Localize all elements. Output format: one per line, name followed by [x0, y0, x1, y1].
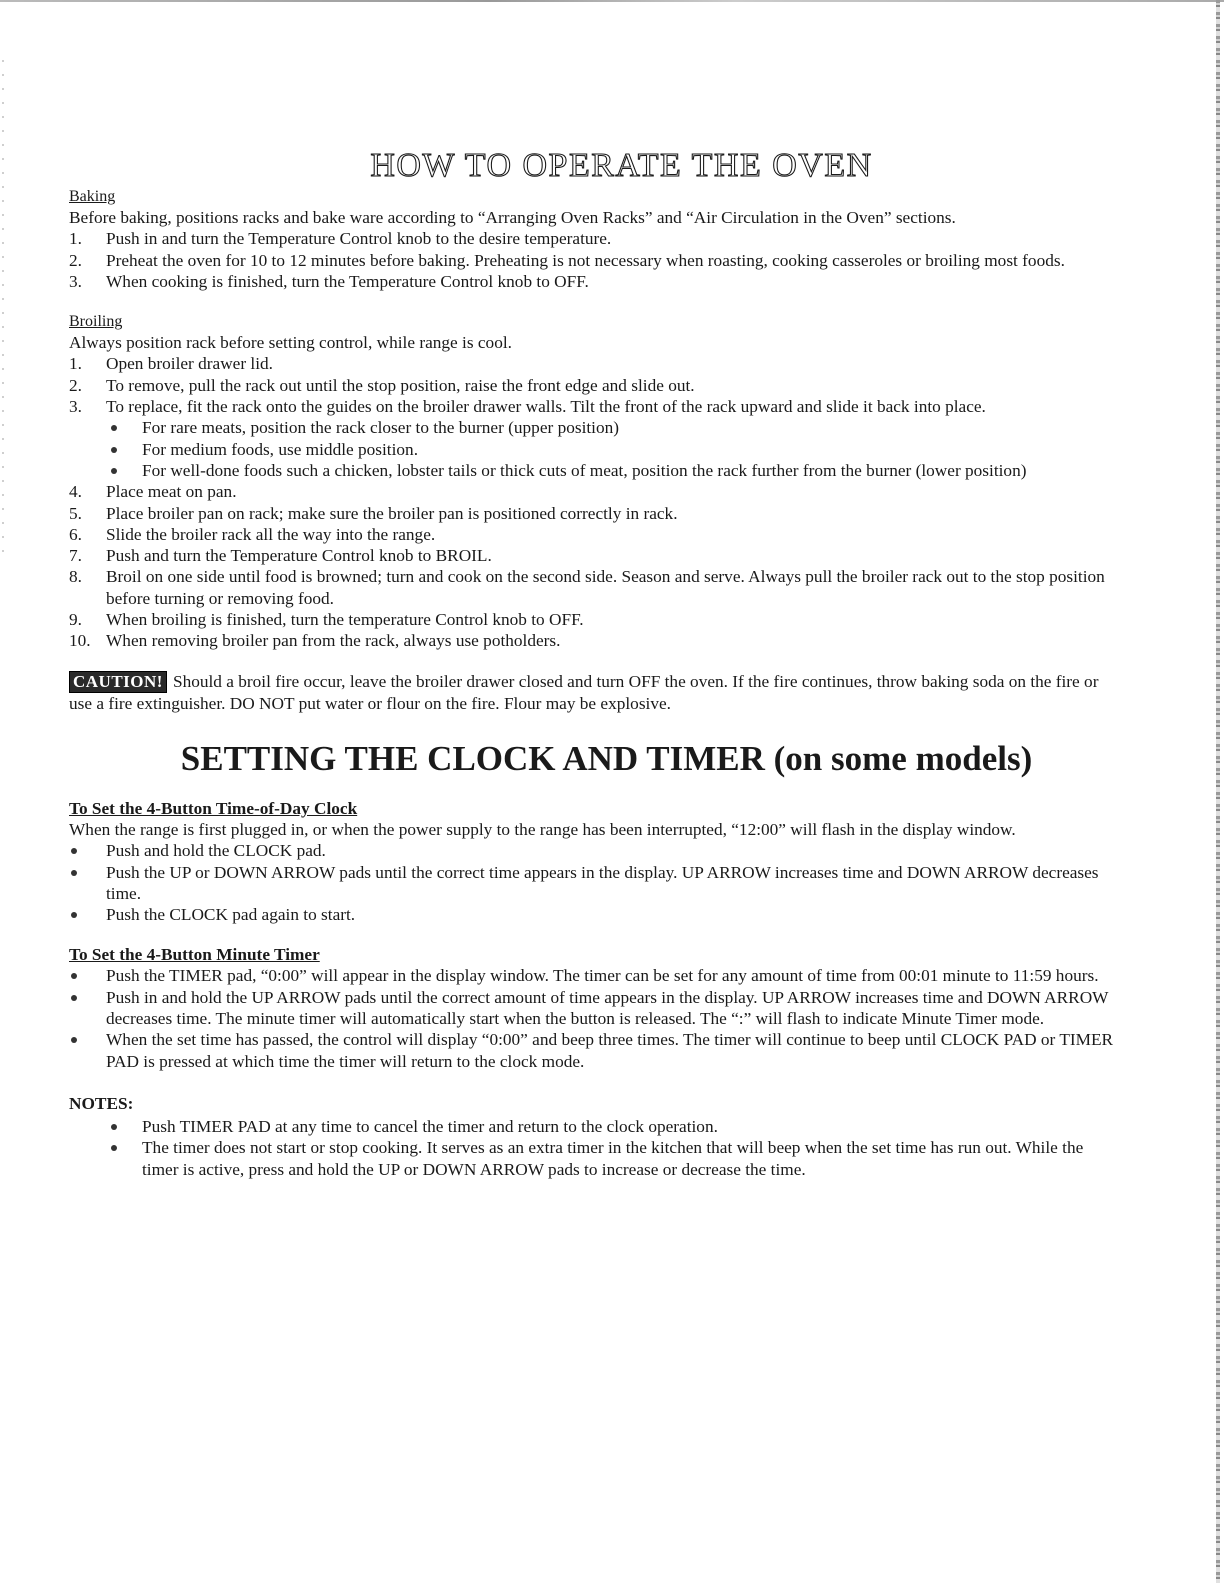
caution-text: Should a broil fire occur, leave the broiler drawer closed and turn OFF the oven. If the fire continues, throw baking soda on the fire or use a fire extinguisher. DO NOT put water or flour on the fire. Flour may be explosive. [69, 671, 1099, 713]
broiling-intro: Always position rack before setting control, while range is cool. [69, 333, 512, 353]
page-title: HOW TO OPERATE THE OVEN [370, 147, 873, 184]
clock-intro: When the range is first plugged in, or when the power supply to the range has been interrupted, “12:00” will flash in the display window. [69, 819, 1016, 839]
list-item: For medium foods, use middle position. [69, 439, 1119, 460]
list-item: When the set time has passed, the control will display “0:00” and beep three times. The timer will continue to beep until CLOCK PAD or TIMER PAD is pressed at which time the timer will return to the clock mode. [69, 1029, 1119, 1072]
step-number: 6. [69, 524, 82, 544]
list-item: Push the TIMER pad, “0:00” will appear in the display window. The timer can be set for any amount of time from 00:01 minute to 11:59 hours. [69, 965, 1119, 986]
baking-steps [69, 228, 1119, 292]
step-text: Broil on one side until food is browned; turn and cook on the second side. Season and serve. Always pull the broiler rack out to the stop position before turning or removing food. [106, 567, 1105, 608]
step-text: Slide the broiler rack all the way into the range. [106, 524, 436, 544]
list-item: Push in and hold the UP ARROW pads until the correct amount of time appears in the display. UP ARROW increases time and DOWN ARROW decreases time. The minute timer will automatically start when the button is released. The “:” will flash to indicate Minute Timer mode. [69, 987, 1119, 1030]
step-number: 10. [69, 631, 91, 651]
step-text: When removing broiler pan from the rack, always use potholders. [106, 631, 561, 651]
broiling-heading: Broiling [69, 313, 123, 331]
document-page [69, 146, 1119, 1180]
list-item: Push the CLOCK pad again to start. [69, 904, 1119, 925]
step-text: To replace, fit the rack onto the guides on the broiler drawer walls. Tilt the front of the rack upward and slide it back into place. [106, 397, 986, 417]
scan-edge-top [0, 0, 1224, 2]
step-text: Place broiler pan on rack; make sure the broiler pan is positioned correctly in rack. [106, 503, 678, 523]
step-text: When cooking is finished, turn the Temperature Control knob to OFF. [106, 271, 589, 291]
spacer [69, 292, 1119, 311]
step-number: 1. [69, 229, 82, 249]
step-number: 8. [69, 567, 82, 587]
step-number: 3. [69, 271, 82, 291]
step-text: Push and turn the Temperature Control knob to BROIL. [106, 546, 492, 566]
notes-section [69, 1092, 1119, 1180]
step-number: 3. [69, 397, 82, 417]
step-text: Preheat the oven for 10 to 12 minutes before baking. Preheating is not necessary when roasting, cooking casseroles or broiling most foods. [106, 250, 1065, 270]
baking-heading: Baking [69, 188, 116, 205]
step-number: 5. [69, 503, 82, 523]
step-text: Place meat on pan. [106, 482, 237, 502]
baking-section [69, 186, 1119, 292]
section-title-clock-timer: SETTING THE CLOCK AND TIMER (on some models) [180, 738, 1033, 778]
baking-intro: Before baking, positions racks and bake ware according to “Arranging Oven Racks” and “Air Circulation in the Oven” sections. [69, 208, 956, 227]
list-item [69, 375, 1119, 396]
step-number: 1. [69, 354, 82, 374]
caution-badge: CAUTION! [69, 671, 167, 693]
list-item [69, 609, 1119, 630]
spacer [69, 925, 1119, 944]
step-text: Open broiler drawer lid. [106, 354, 273, 374]
broiling-steps-b [69, 481, 1119, 651]
list-item [69, 271, 1119, 292]
timer-bullets [69, 965, 1119, 1071]
clock-heading: To Set the 4-Button Time-of-Day Clock [69, 798, 358, 818]
list-item [69, 228, 1119, 249]
notes-heading: NOTES: [69, 1093, 134, 1113]
list-item [69, 396, 1119, 417]
list-item [69, 353, 1119, 374]
step-number: 4. [69, 482, 82, 502]
list-item [69, 566, 1119, 609]
list-item [69, 524, 1119, 545]
list-item: For rare meats, position the rack closer to the burner (upper position) [69, 417, 1119, 438]
notes-bullets [69, 1116, 1119, 1180]
list-item [69, 250, 1119, 271]
step-text: To remove, pull the rack out until the stop position, raise the front edge and slide out. [106, 375, 695, 395]
clock-bullets [69, 840, 1119, 925]
rack-position-bullets [69, 417, 1119, 481]
broiling-section [69, 311, 1119, 651]
list-item: For well-done foods such a chicken, lobster tails or thick cuts of meat, position the rack further from the burner (lower position) [69, 460, 1119, 481]
step-text: When broiling is finished, turn the temperature Control knob to OFF. [106, 610, 584, 630]
list-item [69, 481, 1119, 502]
list-item [69, 503, 1119, 524]
clock-section [69, 798, 1119, 925]
list-item: The timer does not start or stop cooking. It serves as an extra timer in the kitchen that will beep when the set time has run out. While the timer is active, press and hold the UP or DOWN ARROW pads to increase or decrease the time. [69, 1137, 1119, 1180]
broiling-steps-a [69, 353, 1119, 417]
list-item: Push the UP or DOWN ARROW pads until the correct time appears in the display. UP ARROW increases time and DOWN ARROW decreases time. [69, 862, 1119, 905]
timer-heading: To Set the 4-Button Minute Timer [69, 945, 320, 965]
scan-edge-right [1216, 0, 1220, 1583]
step-number: 7. [69, 546, 82, 566]
list-item: Push and hold the CLOCK pad. [69, 840, 1119, 861]
timer-section [69, 944, 1119, 1071]
caution-paragraph [69, 671, 1119, 714]
step-number: 2. [69, 250, 82, 270]
step-number: 9. [69, 610, 82, 630]
spacer [69, 652, 1119, 671]
step-number: 2. [69, 375, 82, 395]
step-text: Push in and turn the Temperature Control knob to the desire temperature. [106, 229, 612, 249]
scan-edge-left [2, 60, 4, 560]
list-item: Push TIMER PAD at any time to cancel the timer and return to the clock operation. [69, 1116, 1119, 1137]
list-item [69, 545, 1119, 566]
list-item [69, 630, 1119, 651]
